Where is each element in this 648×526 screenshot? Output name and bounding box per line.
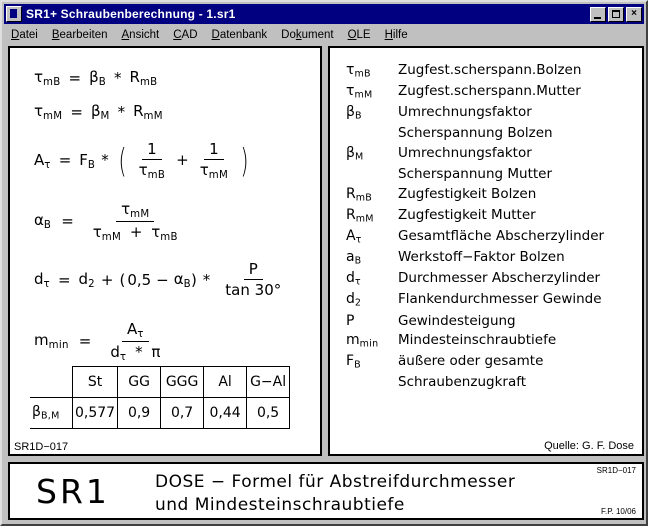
legend-text: Umrechnungsfaktor: [398, 144, 532, 161]
eq6-num-sub: τ: [137, 328, 144, 340]
list-item: [340, 353, 640, 371]
eq2-r-sub: mM: [143, 110, 163, 122]
formula-tau-mm: [34, 102, 163, 122]
close-icon: ×: [631, 7, 637, 19]
menu-item-ole[interactable]: OLE: [347, 28, 371, 41]
legend-text: Zugfest.scherspann.Bolzen: [398, 62, 582, 78]
minimize-button[interactable]: [590, 7, 606, 22]
legend-symbol: $\tau_{mM}$: [346, 83, 373, 101]
eq2-r: $R_{mM}$: [133, 102, 163, 122]
legend-symbol: $a_B$: [346, 249, 362, 267]
formula-a-tau: [34, 140, 252, 181]
table-cell-gal: 0,5: [247, 398, 290, 429]
eq2-lhs-sub: mM: [43, 110, 63, 122]
eq1-r: $R_{mB}$: [129, 68, 158, 88]
eq3-frac1-den-sub: mB: [147, 169, 166, 181]
table-header-al: Al: [204, 367, 247, 398]
eq5-d2-sub: 2: [88, 278, 95, 290]
eq6-den-pi: π: [151, 342, 161, 361]
legend-list: [340, 62, 640, 394]
list-item: [340, 83, 640, 101]
close-button[interactable]: [626, 7, 642, 22]
eq1-beta-sub: B: [98, 76, 106, 88]
legend-symbol: $m_{min}$: [346, 332, 379, 350]
list-item: [340, 62, 640, 80]
eq1-equals: =: [68, 68, 82, 87]
window-controls: [590, 7, 642, 22]
legend-text: Zugfestigkeit Mutter: [398, 206, 536, 223]
legend-symbol-sub: M: [354, 151, 364, 163]
eq2-beta-sub: M: [100, 110, 110, 122]
eq4-fraction: [88, 200, 183, 243]
list-item: [340, 313, 640, 329]
eq6-num: $A_\tau$: [122, 320, 149, 342]
eq6-den-sub: τ: [119, 351, 127, 363]
eq5-d2: $d_2$: [78, 269, 95, 290]
legend-symbol-sub: B: [354, 110, 362, 122]
minimize-icon: [594, 17, 601, 19]
eq3-lhs: $A_\tau$: [34, 150, 51, 171]
eq6-lhs: $m_{min}$: [34, 331, 69, 352]
legend-text: Flankendurchmesser Gewinde: [398, 291, 602, 308]
table-row: [30, 398, 290, 429]
banner-line-2: und Mindesteinschraubtiefe: [155, 495, 405, 515]
legend-text-continued: Schraubenzugkraft: [398, 374, 527, 391]
legend-symbol: $\tau_{mB}$: [346, 62, 371, 80]
eq5-fraction: [220, 260, 286, 299]
legend-symbol: $\beta_M$: [346, 144, 364, 163]
banner-product-name: SR1: [36, 472, 110, 511]
list-item: [340, 291, 640, 309]
legend-text: Durchmesser Abscherzylinder: [398, 270, 601, 287]
eq3-paren-close: ): [240, 140, 249, 180]
legend-symbol-sub: B: [354, 359, 361, 371]
legend-symbol-sub: B: [354, 255, 362, 267]
legend-symbol: $d_2$: [346, 291, 362, 310]
legend-text: Zugfest.scherspann.Mutter: [398, 83, 581, 100]
table-header-gal: G−Al: [247, 367, 290, 398]
eq2-beta: $\beta_M$: [90, 102, 110, 122]
eq5-times: *: [202, 270, 211, 289]
left-panel-code: SR1D−017: [14, 441, 69, 453]
eq1-r-sub: mB: [139, 76, 158, 88]
menu-item-cad[interactable]: CAD: [173, 28, 198, 41]
legend-text: Gesamtfläche Abscherzylinder: [398, 227, 605, 244]
legend-symbol-sub: mB: [354, 68, 371, 80]
eq6-equals: =: [78, 332, 92, 351]
eq3-fb: $F_B$: [79, 150, 96, 171]
menu-item-hilfe[interactable]: Hilfe: [384, 28, 408, 41]
eq4-lhs: $\alpha_B$: [34, 211, 52, 232]
table-header-ggg: GGG: [161, 367, 204, 398]
eq5-const: 0,5: [127, 270, 152, 289]
client-area: [8, 46, 644, 520]
banner-code-bottom: F.P. 10/06: [601, 507, 636, 516]
application-icon[interactable]: [6, 6, 22, 22]
table-header-gg: GG: [118, 367, 161, 398]
banner-code-top: SR1D−017: [596, 466, 636, 475]
eq2-equals: =: [70, 102, 83, 121]
table-cell-al: 0,44: [204, 398, 247, 429]
formula-d-tau: [34, 260, 290, 299]
eq1-op: *: [114, 68, 122, 87]
table-cell-st: 0,577: [73, 398, 118, 429]
eq5-equals: =: [57, 270, 71, 289]
eq3-equals: =: [58, 151, 72, 170]
formula-tau-mb: [34, 68, 157, 88]
eq1-lhs: $\tau_{mB}$: [34, 68, 61, 88]
eq4-num-sub: mM: [130, 208, 150, 220]
eq5-frac-den: tan 30°: [225, 281, 282, 299]
legend-symbol-sub: mM: [355, 213, 374, 225]
maximize-icon: [612, 10, 620, 18]
legend-panel: [328, 46, 644, 456]
formula-panel: [8, 46, 322, 456]
eq3-paren-open: (: [118, 140, 127, 180]
eq3-op: *: [101, 151, 109, 170]
eq5-lhs-sub: τ: [43, 278, 50, 290]
beta-factor-table: [30, 366, 290, 429]
eq3-frac2-den: $\tau_{mM}$: [199, 161, 229, 181]
legend-text-continued: Scherspannung Mutter: [398, 166, 553, 183]
list-item: [340, 249, 640, 267]
menu-item-datei[interactable]: Datei: [11, 28, 38, 41]
eq4-den: $\tau_{mM} + \tau_{mB}$: [92, 222, 178, 243]
eq1-beta: $\beta_B$: [89, 68, 106, 88]
legend-symbol: P: [346, 312, 355, 329]
list-item: [340, 145, 640, 163]
eq6-den: $d_\tau$ * π: [110, 342, 161, 363]
legend-symbol: $F_B$: [346, 353, 361, 371]
title-bar: [4, 4, 644, 24]
source-credit: Quelle: G. F. Dose: [544, 440, 634, 452]
table-header-row: [30, 367, 290, 398]
eq4-equals: =: [61, 212, 74, 231]
legend-symbol: $R_{mM}$: [346, 206, 374, 225]
maximize-button[interactable]: [608, 7, 624, 22]
legend-text: Werkstoff−Faktor Bolzen: [398, 249, 565, 266]
banner-line-1: DOSE − Formel für Abstreifdurchmesser: [155, 472, 516, 492]
legend-symbol-sub: mB: [355, 192, 373, 204]
formula-alpha-b: [34, 200, 187, 243]
table-header-st: St: [73, 367, 118, 398]
legend-symbol-sub: mM: [354, 89, 373, 101]
legend-symbol: $d_\tau$: [346, 270, 361, 288]
table-row-label: $\beta_{B,M}$: [30, 398, 73, 429]
eq5-alpha-sub: B: [183, 278, 191, 290]
eq4-den-a-sub: mM: [101, 231, 122, 243]
list-item: [340, 186, 640, 204]
legend-symbol: $\beta_B$: [346, 104, 362, 122]
table-cell-ggg: 0,7: [161, 398, 204, 429]
legend-text: Mindesteinschraubtiefe: [398, 332, 557, 349]
legend-text: Umrechnungsfaktor: [398, 104, 532, 121]
menu-item-datenbank[interactable]: Datenbank: [211, 28, 268, 41]
legend-symbol-sub: 2: [354, 298, 362, 310]
eq6-fraction: [105, 320, 165, 363]
eq3-fraction-2: [195, 140, 233, 181]
eq5-minus: −: [156, 270, 169, 289]
eq4-den-b-sub: mB: [160, 231, 178, 243]
legend-symbol-sub: τ: [354, 276, 361, 288]
eq3-fraction-1: [134, 140, 171, 181]
eq5-paren-close: ): [190, 270, 197, 289]
formula-m-min: [34, 320, 169, 363]
legend-text-continued: Scherspannung Bolzen: [398, 125, 553, 142]
eq6-lhs-sub: min: [48, 340, 69, 352]
menu-item-bearbeiten[interactable]: Bearbeiten: [51, 28, 108, 41]
eq1-lhs-sub: mB: [43, 76, 61, 88]
list-item: [340, 207, 640, 225]
title-banner: [8, 462, 644, 520]
eq5-lhs: $d_\tau$: [34, 269, 50, 290]
eq2-lhs: $\tau_{mM}$: [34, 102, 63, 122]
legend-symbol-sub: min: [359, 338, 379, 350]
eq5-plus: +: [100, 270, 114, 289]
eq3-frac2-den-sub: mM: [208, 169, 229, 181]
eq3-fb-sub: B: [87, 159, 96, 171]
eq3-plus: +: [176, 151, 189, 170]
menu-item-ansicht[interactable]: Ansicht: [121, 28, 160, 41]
eq5-paren-open: (: [119, 270, 126, 289]
legend-text: äußere oder gesamte: [398, 353, 544, 370]
list-item: [340, 270, 640, 288]
legend-symbol: $A_\tau$: [346, 227, 362, 246]
list-item: [340, 332, 640, 350]
window-title: SR1+ Schraubenberechnung - 1.sr1: [26, 7, 236, 21]
eq5-frac-num: P: [244, 260, 263, 280]
eq2-op: *: [117, 102, 126, 121]
table-row-label-sub: B,M: [40, 410, 60, 422]
eq3-frac2-num: 1: [204, 140, 224, 160]
eq6-den-op: *: [135, 342, 143, 361]
table-cell-gg: 0,9: [118, 398, 161, 429]
eq3-frac1-num: 1: [142, 140, 162, 160]
table-corner-cell: [30, 367, 73, 398]
legend-symbol-sub: τ: [355, 234, 362, 246]
eq4-den-plus: +: [129, 222, 143, 241]
menu-bar: [4, 25, 644, 44]
legend-text: Zugfestigkeit Bolzen: [398, 185, 537, 202]
menu-item-dokument[interactable]: Dokument: [281, 28, 334, 41]
eq4-lhs-sub: B: [43, 220, 52, 232]
eq5-alpha: $\alpha_B$: [173, 269, 191, 290]
list-item: [340, 104, 640, 122]
legend-text: Gewindesteigung: [398, 312, 516, 329]
list-item: [340, 228, 640, 246]
legend-symbol: $R_{mB}$: [346, 185, 373, 204]
eq4-num: $\tau_{mM}$: [116, 200, 154, 222]
eq3-lhs-sub: τ: [44, 159, 51, 171]
eq3-frac1-den: $\tau_{mB}$: [138, 161, 166, 181]
